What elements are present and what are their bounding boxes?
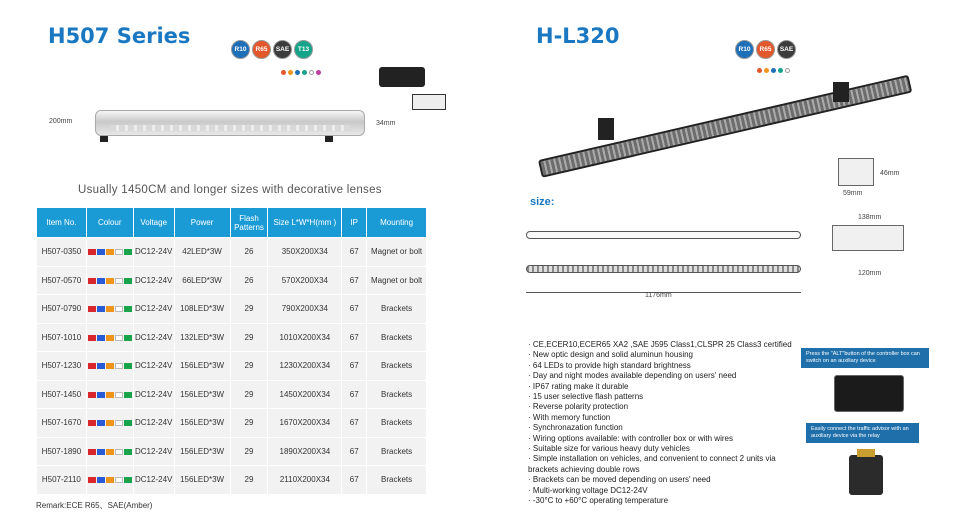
colour-swatch — [124, 363, 132, 369]
lightbar-bracket — [598, 118, 614, 140]
bracket-height-label: 46mm — [880, 170, 900, 177]
cell-size: 1010X200X34 — [268, 323, 342, 352]
colour-swatch — [88, 278, 96, 284]
colour-swatch — [106, 420, 114, 426]
cell-item: H507-2110 — [37, 466, 87, 495]
left-color-dots — [281, 70, 321, 75]
cell-flash: 29 — [230, 323, 268, 352]
colour-swatch — [106, 477, 114, 483]
cell-mounting: Brackets — [367, 295, 427, 324]
table-row — [37, 295, 427, 324]
colour-swatches — [88, 363, 132, 369]
cell-voltage: DC12-24V — [133, 352, 174, 381]
cell-mounting: Brackets — [367, 437, 427, 466]
cell-ip: 67 — [342, 238, 367, 267]
feature-item: · Multi-working voltage DC12-24V — [528, 486, 798, 496]
colour-swatch — [124, 420, 132, 426]
colour-swatch — [106, 392, 114, 398]
cell-power: 42LED*3W — [174, 238, 230, 267]
cell-size: 350X200X34 — [268, 238, 342, 267]
feature-item: · Synchronazation function — [528, 423, 798, 433]
colour-swatch — [106, 449, 114, 455]
colour-swatches — [88, 420, 132, 426]
t13-badge: T13 — [294, 40, 313, 59]
cell-size: 1230X200X34 — [268, 352, 342, 381]
table-row — [37, 437, 427, 466]
r10-badge: R10 — [231, 40, 250, 59]
cell-size: 790X200X34 — [268, 295, 342, 324]
alt-button-note: Press the "ALT"button of the controller box can switch on an auxiliary device — [801, 348, 929, 368]
header-size: Size L*W*H(mm ) — [268, 208, 342, 238]
colour-swatch — [106, 306, 114, 312]
cell-mounting: Magnet or bolt — [367, 266, 427, 295]
colour-swatches — [88, 449, 132, 455]
cell-flash: 29 — [230, 409, 268, 438]
header-mounting: Mounting — [367, 208, 427, 238]
colour-swatch — [97, 335, 105, 341]
colour-swatch — [115, 249, 123, 255]
feature-item: · Suitable size for various heavy duty vehicles — [528, 444, 798, 454]
colour-swatch — [115, 335, 123, 341]
size-label: size: — [530, 196, 555, 208]
colour-swatch — [97, 363, 105, 369]
colour-swatch — [124, 449, 132, 455]
cell-ip: 67 — [342, 295, 367, 324]
colour-swatch — [88, 449, 96, 455]
controller-panel-image — [834, 375, 904, 412]
bracket-bottom-dimension-label: 120mm — [858, 270, 882, 277]
colour-swatch — [97, 249, 105, 255]
hl320-title: H-L320 — [536, 24, 620, 48]
color-dot — [757, 68, 762, 73]
cell-ip: 67 — [342, 380, 367, 409]
h507-spec-table — [36, 207, 427, 495]
cell-mounting: Brackets — [367, 409, 427, 438]
hl320-feature-list — [528, 340, 798, 507]
colour-swatch — [97, 420, 105, 426]
feature-item: · IP67 rating make it durable — [528, 382, 798, 392]
table-row — [37, 380, 427, 409]
cell-item: H507-1010 — [37, 323, 87, 352]
cell-power: 66LED*3W — [174, 266, 230, 295]
cell-item: H507-0350 — [37, 238, 87, 267]
colour-swatch — [88, 420, 96, 426]
feature-item: · 15 user selective flash patterns — [528, 392, 798, 402]
bracket-width-label: 59mm — [843, 190, 863, 197]
h507-subtitle: Usually 1450CM and longer sizes with decorative lenses — [78, 184, 382, 196]
colour-swatch — [97, 392, 105, 398]
cell-colour — [86, 466, 133, 495]
colour-swatch — [124, 335, 132, 341]
cell-colour — [86, 352, 133, 381]
colour-swatch — [97, 306, 105, 312]
cell-voltage: DC12-24V — [133, 380, 174, 409]
cell-colour — [86, 380, 133, 409]
colour-swatch — [115, 306, 123, 312]
cell-ip: 67 — [342, 466, 367, 495]
color-dot — [302, 70, 307, 75]
cell-size: 1670X200X34 — [268, 409, 342, 438]
cell-mounting: Brackets — [367, 352, 427, 381]
relay-note: Easily connect the traffic advisor with an auxiliary device via the relay — [806, 423, 919, 443]
colour-swatch — [88, 363, 96, 369]
cell-flash: 29 — [230, 466, 268, 495]
cell-size: 1890X200X34 — [268, 437, 342, 466]
cell-flash: 26 — [230, 238, 268, 267]
cell-colour — [86, 295, 133, 324]
right-cert-badges — [735, 40, 796, 59]
colour-swatch — [115, 477, 123, 483]
color-dot — [316, 70, 321, 75]
feature-item: · 64 LEDs to provide high standard brightness — [528, 361, 798, 371]
feature-item: · Brackets can be moved depending on users' need — [528, 475, 798, 485]
cell-size: 570X200X34 — [268, 266, 342, 295]
cell-power: 108LED*3W — [174, 295, 230, 324]
length-dimension-label: 200mm — [49, 118, 73, 125]
header-voltage: Voltage — [133, 208, 174, 238]
color-dot — [295, 70, 300, 75]
cell-item: H507-1890 — [37, 437, 87, 466]
h507-title: H507 Series — [48, 24, 191, 48]
cell-colour — [86, 409, 133, 438]
feature-item: · Reverse polarity protection — [528, 402, 798, 412]
cell-power: 156LED*3W — [174, 352, 230, 381]
bracket-side-drawing — [838, 158, 874, 186]
cell-mounting: Brackets — [367, 380, 427, 409]
colour-swatch — [124, 306, 132, 312]
bracket-front-drawing — [832, 225, 904, 251]
colour-swatch — [97, 278, 105, 284]
r65-badge: R65 — [252, 40, 271, 59]
left-cert-badges — [231, 40, 313, 59]
r10-badge: R10 — [735, 40, 754, 59]
colour-swatch — [115, 278, 123, 284]
cell-voltage: DC12-24V — [133, 409, 174, 438]
colour-swatches — [88, 335, 132, 341]
colour-swatches — [88, 477, 132, 483]
cell-voltage: DC12-24V — [133, 437, 174, 466]
table-row — [37, 238, 427, 267]
cell-power: 156LED*3W — [174, 437, 230, 466]
feature-item: · CE,ECER10,ECER65 XA2 ,SAE J595 Class1,CLSPR 25 Class3 certified — [528, 340, 798, 350]
feature-item: · Day and night modes available depending on users' need — [528, 371, 798, 381]
sae-badge: SAE — [273, 40, 292, 59]
height-dimension-label: 34mm — [376, 120, 396, 127]
header-colour: Colour — [86, 208, 133, 238]
cell-flash: 26 — [230, 266, 268, 295]
colour-swatches — [88, 249, 132, 255]
colour-swatches — [88, 306, 132, 312]
table-row — [37, 352, 427, 381]
cell-colour — [86, 437, 133, 466]
header-item-no: Item No. — [37, 208, 87, 238]
colour-swatch — [106, 335, 114, 341]
header-ip: IP — [342, 208, 367, 238]
table-body — [37, 238, 427, 495]
cell-power: 132LED*3W — [174, 323, 230, 352]
relay-image — [849, 455, 883, 495]
cell-voltage: DC12-24V — [133, 466, 174, 495]
cell-mounting: Brackets — [367, 323, 427, 352]
colour-swatches — [88, 392, 132, 398]
header-flash-patterns: Flash Patterns — [230, 208, 268, 238]
feature-item: · New optic design and solid aluminun housing — [528, 350, 798, 360]
cell-size: 2110X200X34 — [268, 466, 342, 495]
hl320-top-view-drawing — [526, 231, 801, 239]
table-row — [37, 266, 427, 295]
cell-power: 156LED*3W — [174, 409, 230, 438]
colour-swatch — [124, 249, 132, 255]
color-dot — [764, 68, 769, 73]
table-row — [37, 409, 427, 438]
feature-item: · With memory function — [528, 413, 798, 423]
color-dot — [281, 70, 286, 75]
colour-swatches — [88, 278, 132, 284]
colour-swatch — [115, 420, 123, 426]
cell-flash: 29 — [230, 352, 268, 381]
colour-swatch — [115, 449, 123, 455]
colour-swatch — [124, 392, 132, 398]
color-dot — [288, 70, 293, 75]
r65-badge: R65 — [756, 40, 775, 59]
right-color-dots — [757, 68, 790, 73]
lightbar-foot — [325, 136, 333, 142]
lightbar-bracket — [833, 82, 849, 102]
feature-item: · Simple installation on vehicles, and convenient to connect 2 units via brackets achieving double rows — [528, 454, 798, 475]
table-row — [37, 323, 427, 352]
hl320-length-label: 1176mm — [645, 292, 672, 299]
colour-swatch — [106, 278, 114, 284]
cell-item: H507-0790 — [37, 295, 87, 324]
remark-text: Remark:ECE R65、SAE(Amber) — [36, 501, 153, 510]
controller-box-image — [379, 67, 425, 87]
color-dot — [785, 68, 790, 73]
hl320-front-view-drawing — [526, 265, 801, 273]
color-dot — [771, 68, 776, 73]
cell-colour — [86, 323, 133, 352]
colour-swatch — [106, 363, 114, 369]
cell-ip: 67 — [342, 409, 367, 438]
cell-ip: 67 — [342, 323, 367, 352]
cell-item: H507-1230 — [37, 352, 87, 381]
colour-swatch — [88, 392, 96, 398]
colour-swatch — [88, 477, 96, 483]
cell-size: 1450X200X34 — [268, 380, 342, 409]
cell-power: 156LED*3W — [174, 466, 230, 495]
colour-swatch — [97, 477, 105, 483]
controller-dimension-drawing — [412, 94, 446, 110]
header-power: Power — [174, 208, 230, 238]
colour-swatch — [115, 363, 123, 369]
cell-mounting: Magnet or bolt — [367, 238, 427, 267]
cell-flash: 29 — [230, 380, 268, 409]
colour-swatch — [124, 278, 132, 284]
colour-swatch — [106, 249, 114, 255]
cell-voltage: DC12-24V — [133, 323, 174, 352]
colour-swatch — [124, 477, 132, 483]
colour-swatch — [88, 249, 96, 255]
h507-lightbar-image — [95, 110, 365, 136]
cell-voltage: DC12-24V — [133, 295, 174, 324]
cell-colour — [86, 238, 133, 267]
cell-item: H507-0570 — [37, 266, 87, 295]
cell-ip: 67 — [342, 437, 367, 466]
color-dot — [309, 70, 314, 75]
color-dot — [778, 68, 783, 73]
cell-ip: 67 — [342, 352, 367, 381]
table-header-row — [37, 208, 427, 238]
cell-colour — [86, 266, 133, 295]
table-row — [37, 466, 427, 495]
bracket-top-dimension-label: 138mm — [858, 214, 882, 221]
sae-badge: SAE — [777, 40, 796, 59]
cell-voltage: DC12-24V — [133, 266, 174, 295]
colour-swatch — [88, 306, 96, 312]
feature-item: · Wiring options available: with controller box or with wires — [528, 434, 798, 444]
lightbar-foot — [100, 136, 108, 142]
cell-ip: 67 — [342, 266, 367, 295]
cell-item: H507-1450 — [37, 380, 87, 409]
cell-flash: 29 — [230, 295, 268, 324]
cell-flash: 29 — [230, 437, 268, 466]
cell-mounting: Brackets — [367, 466, 427, 495]
colour-swatch — [97, 449, 105, 455]
cell-voltage: DC12-24V — [133, 238, 174, 267]
cell-item: H507-1670 — [37, 409, 87, 438]
colour-swatch — [88, 335, 96, 341]
feature-item: · -30°C to +60°C operating temperature — [528, 496, 798, 506]
colour-swatch — [115, 392, 123, 398]
cell-power: 156LED*3W — [174, 380, 230, 409]
